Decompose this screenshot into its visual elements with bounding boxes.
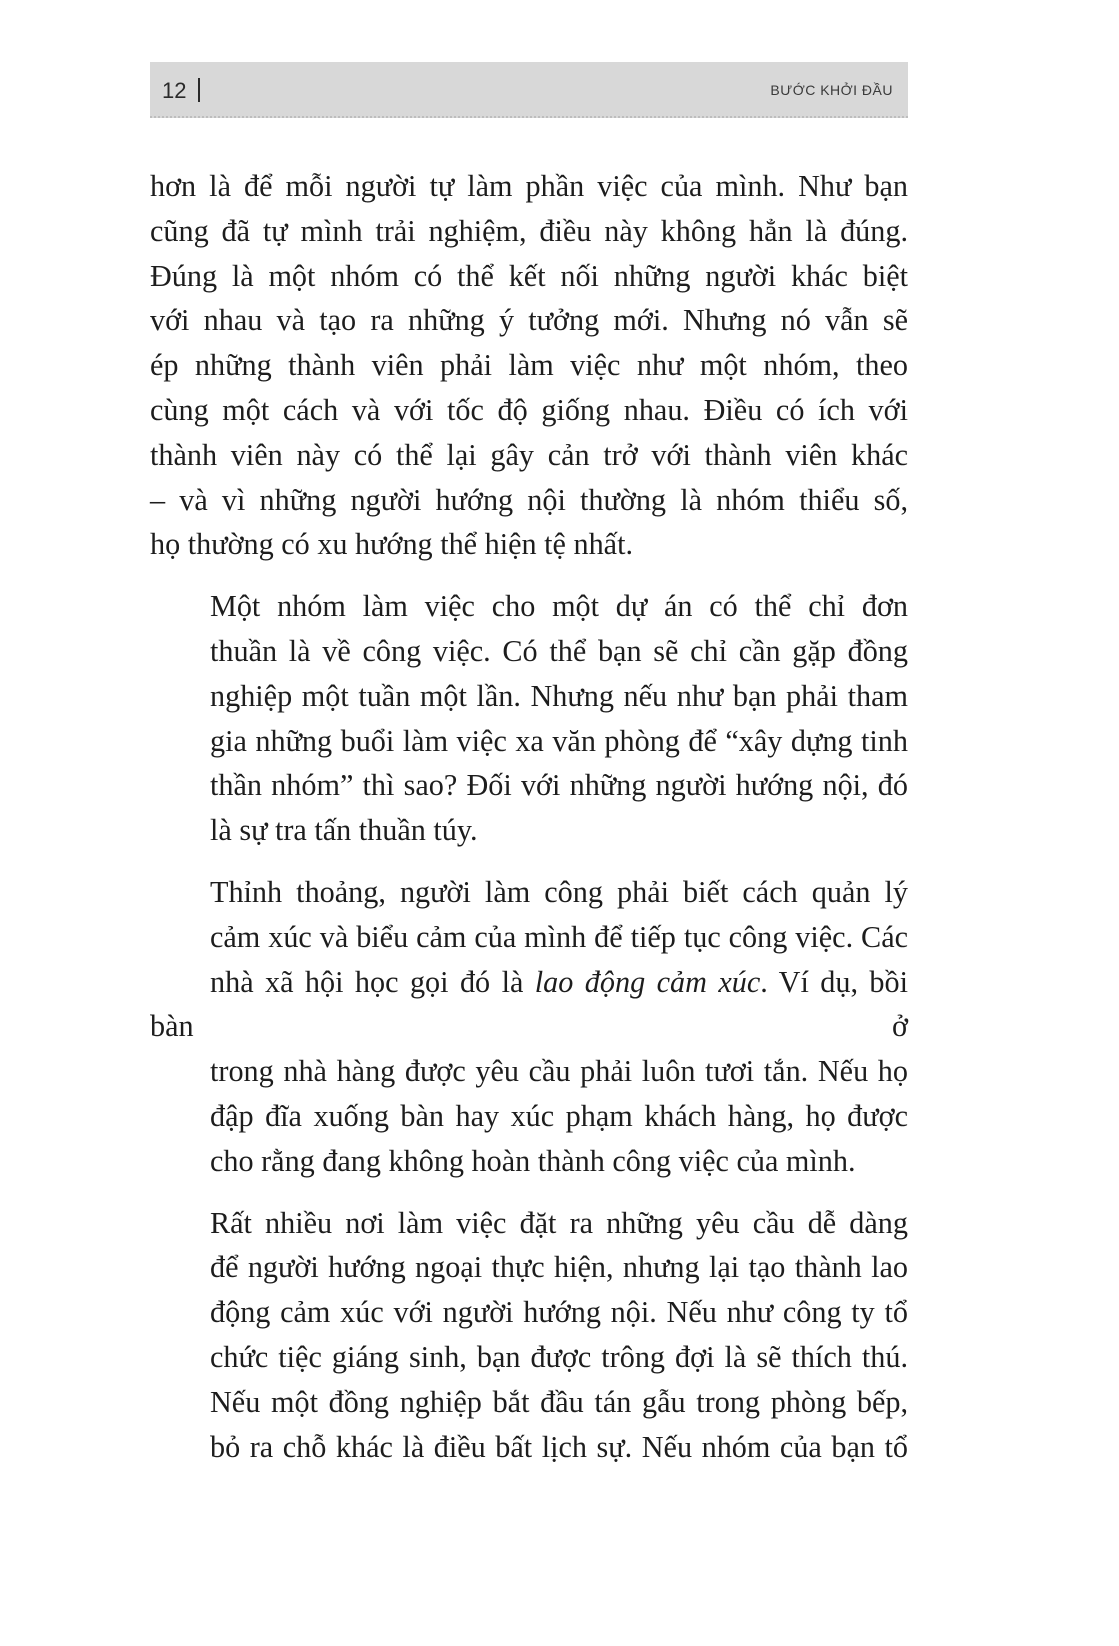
text-line: đập đĩa xuống bàn hay xúc phạm khách hàng, họ được [210, 1098, 908, 1133]
text-line: thành viên này có thể lại gây cản trở với thành viên khác [150, 437, 908, 472]
text-line: cảm xúc và biểu cảm của mình để tiếp tục công việc. Các [210, 919, 908, 954]
text-line: cho rằng đang không hoàn thành công việc của mình. [210, 1143, 856, 1178]
body-text [150, 164, 908, 1469]
text-line: trong nhà hàng được yêu cầu phải luôn tươi tắn. Nếu họ [210, 1054, 908, 1089]
paragraph [150, 164, 908, 567]
running-head-title: BƯỚC KHỞI ĐẦU [770, 82, 893, 98]
paragraph [150, 870, 908, 1184]
text-line: Đúng là một nhóm có thể kết nối những người khác biệt [150, 258, 908, 293]
italic-term: lao động cảm xúc [534, 964, 761, 999]
text-line: họ thường có xu hướng thể hiện tệ nhất. [150, 527, 633, 562]
text-line: hơn là để mỗi người tự làm phần việc của mình. Như bạn [150, 169, 908, 203]
text-line: với nhau và tạo ra những ý tưởng mới. Nhưng nó vẫn sẽ [150, 303, 908, 338]
text-line: nghiệp một tuần một lần. Nhưng nếu như bạn phải tham [210, 678, 908, 713]
text-line: thần nhóm” thì sao? Đối với những người hướng nội, đó [210, 768, 908, 803]
text-line: Thỉnh thoảng, người làm công phải biết cách quản lý [210, 874, 908, 909]
text-line: – và vì những người hướng nội thường là nhóm thiểu số, [150, 482, 908, 517]
paragraph [150, 584, 908, 853]
text-line: Một nhóm làm việc cho một dự án có thể chỉ đơn [210, 589, 908, 624]
text-line: thuần là về công việc. Có thể bạn sẽ chỉ cần gặp đồng [210, 633, 908, 668]
text-line: gia những buổi làm việc xa văn phòng để “xây dựng tinh [210, 723, 908, 758]
text-line: bỏ ra chỗ khác là điều bất lịch sự. Nếu nhóm của bạn tổ [210, 1429, 908, 1464]
text-line: Nếu một đồng nghiệp bắt đầu tán gẫu trong phòng bếp, [210, 1384, 908, 1419]
header-divider [198, 78, 200, 102]
text-line: ép những thành viên phải làm việc như một nhóm, theo [150, 348, 908, 383]
running-header [150, 62, 908, 118]
text-line: cùng một cách và với tốc độ giống nhau. Điều có ích với [150, 392, 908, 427]
text-line: cũng đã tự mình trải nghiệm, điều này không hẳn là đúng. [150, 213, 908, 248]
text-line: nhà xã hội học gọi đó là lao động cảm xúc. Ví dụ, bồi bàn ở [150, 964, 909, 1044]
text-line: là sự tra tấn thuần túy. [210, 813, 478, 848]
text-line: chức tiệc giáng sinh, bạn được trông đợi là sẽ thích thú. [210, 1339, 908, 1374]
paragraph [150, 1201, 908, 1470]
text-line: để người hướng ngoại thực hiện, nhưng lại tạo thành lao [210, 1250, 908, 1285]
text-line: Rất nhiều nơi làm việc đặt ra những yêu cầu dễ dàng [210, 1205, 908, 1240]
page-number: 12 [162, 78, 187, 103]
text-line: động cảm xúc với người hướng nội. Nếu như công ty tổ [210, 1295, 908, 1330]
